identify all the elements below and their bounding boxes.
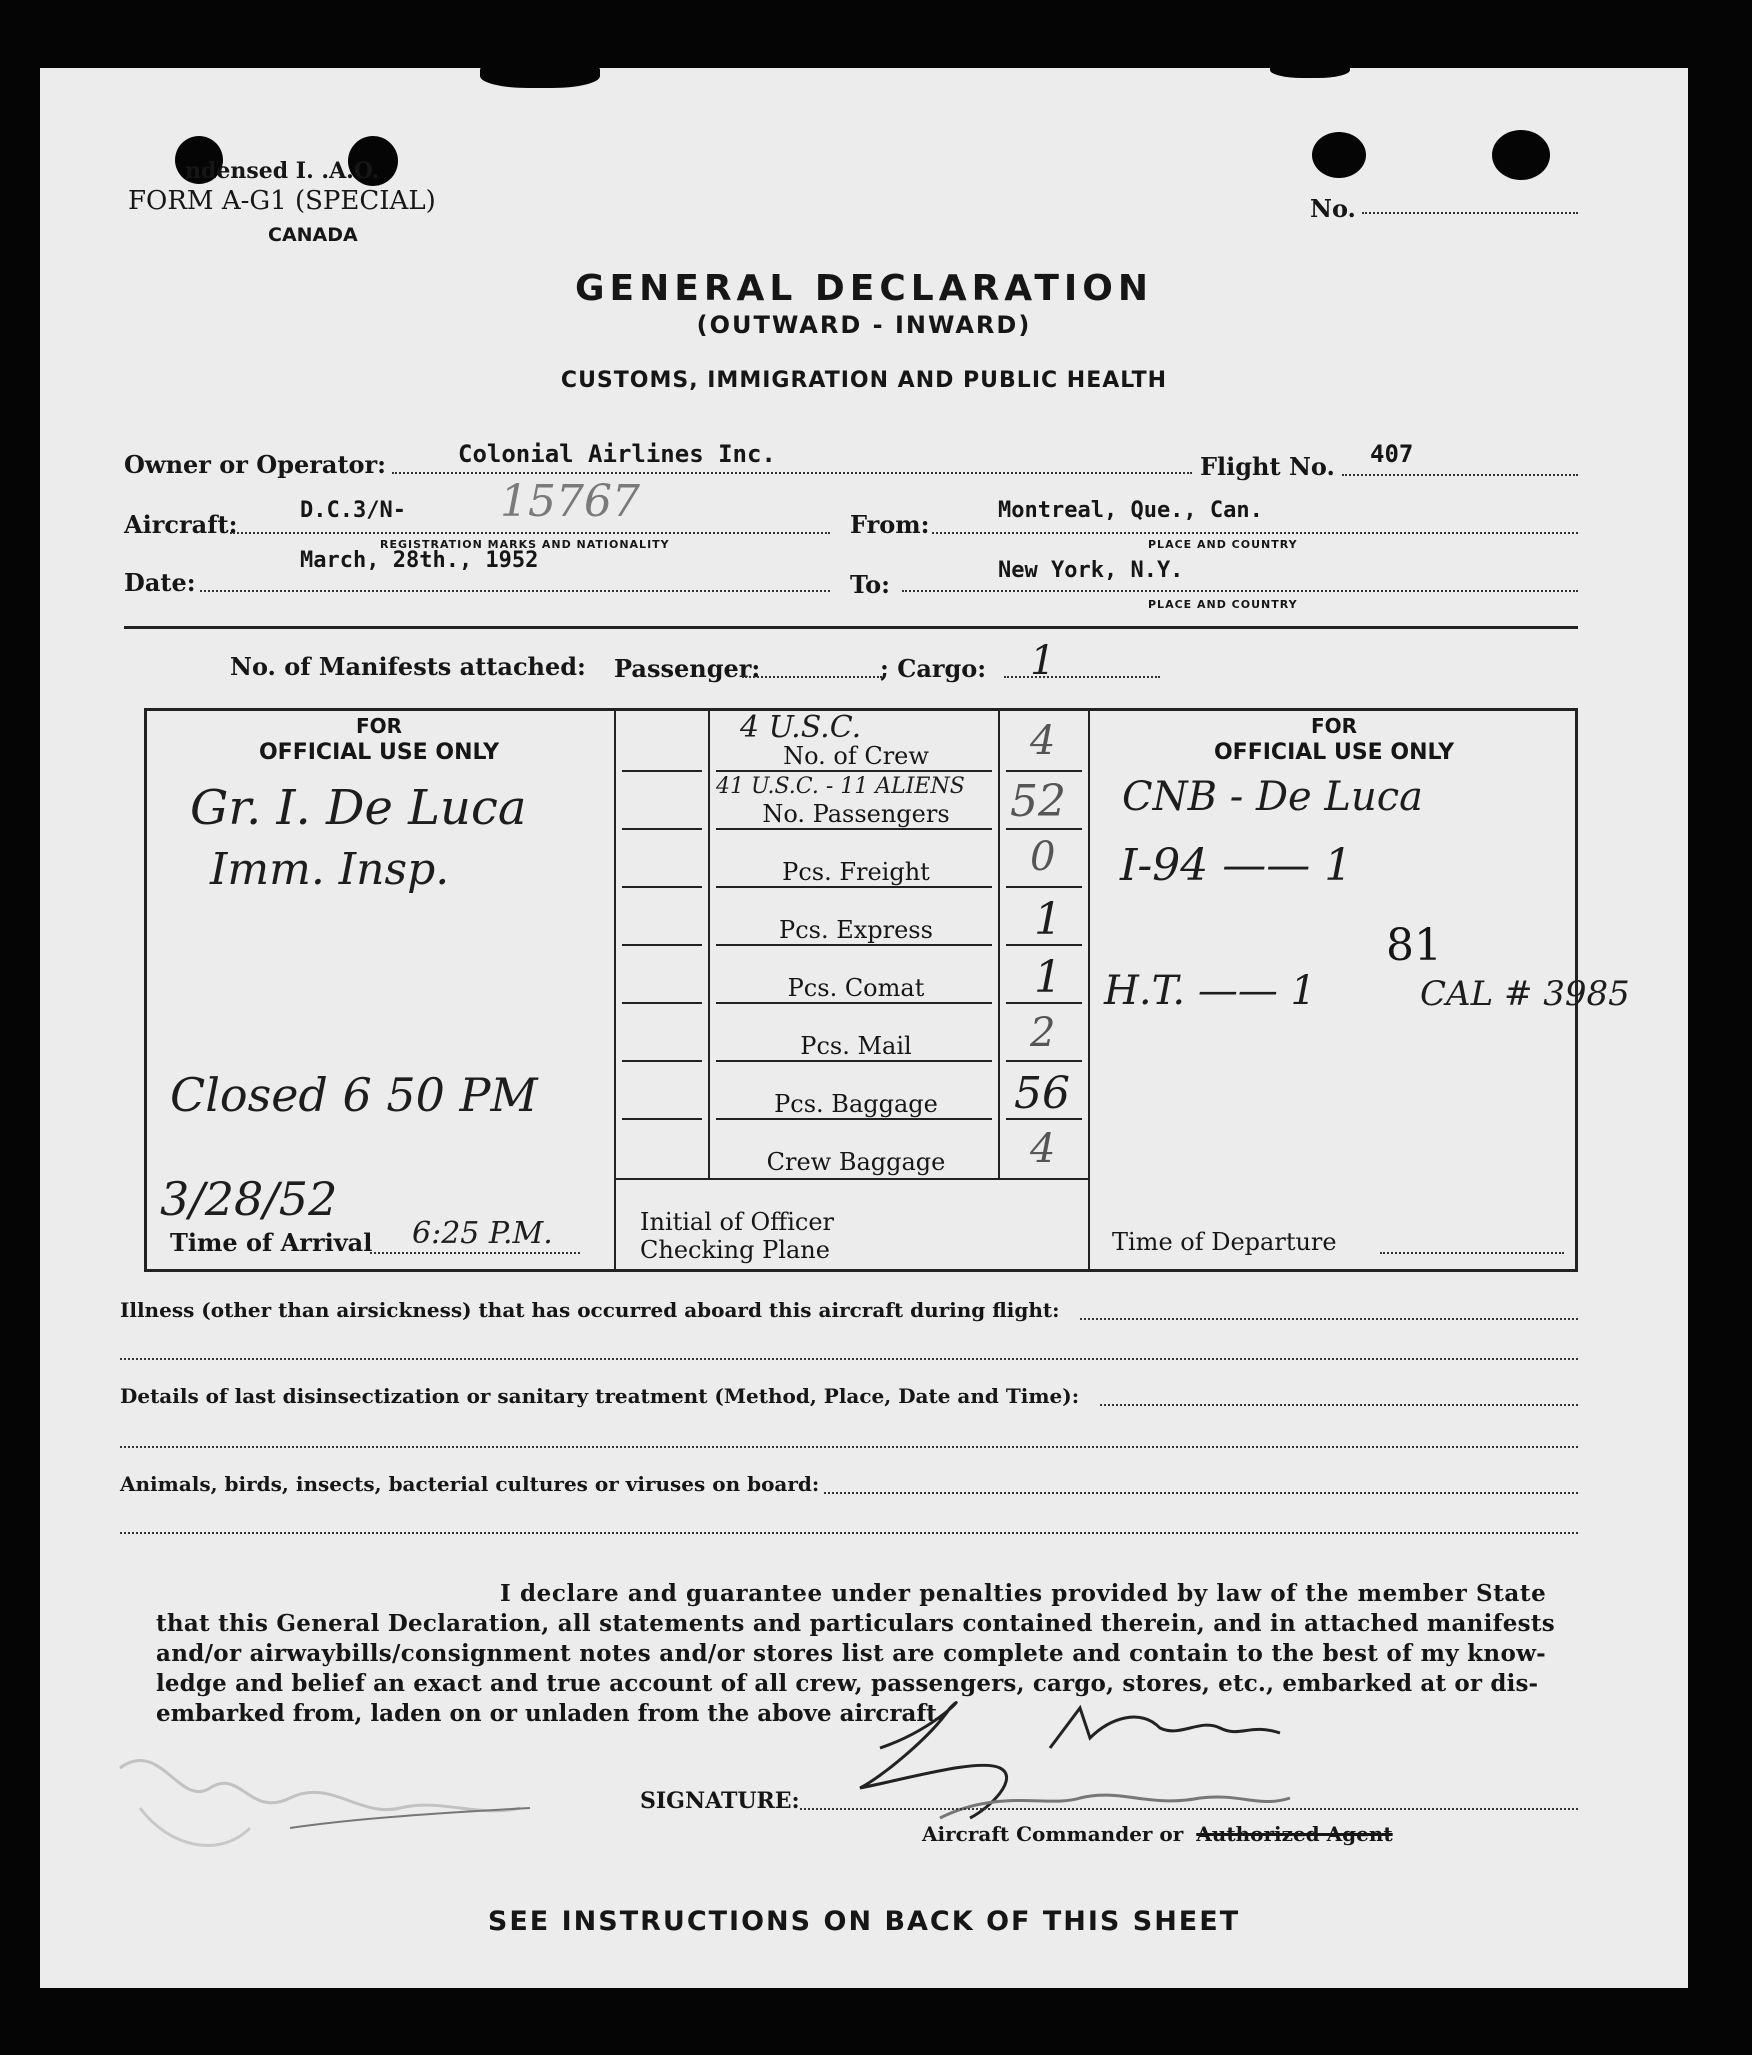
- row-line: [716, 1060, 992, 1062]
- animals-label: Animals, birds, insects, bacterial cultures or viruses on board:: [120, 1472, 820, 1496]
- torn-edge: [1270, 58, 1350, 78]
- aircraft-handwritten: 15767: [500, 476, 640, 527]
- aircraft-value: D.C.3/N-: [300, 498, 406, 523]
- crew-note: 4 U.S.C.: [740, 710, 862, 745]
- row-line: [622, 886, 702, 888]
- date-field[interactable]: [200, 590, 830, 592]
- form-name-line2: FORM A-G1 (SPECIAL): [128, 186, 436, 216]
- illness-label: Illness (other than airsickness) that has occurred aboard this aircraft during flight:: [120, 1298, 1060, 1322]
- cal-number: CAL # 3985: [1420, 974, 1630, 1014]
- from-value: Montreal, Que., Can.: [998, 498, 1263, 523]
- passenger-manifest-field[interactable]: [742, 676, 882, 678]
- time-arrival-label: Time of Arrival: [170, 1228, 373, 1257]
- box-divider: [708, 708, 710, 1178]
- disinsectization-field[interactable]: [1100, 1404, 1578, 1406]
- owner-field[interactable]: [392, 472, 1192, 474]
- illness-field-2[interactable]: [120, 1358, 1578, 1360]
- passenger-note: 41 U.S.C. - 11 ALIENS: [716, 774, 965, 799]
- closed-time: Closed 6 50 PM: [170, 1068, 538, 1122]
- value-mail: 2: [1030, 1010, 1056, 1056]
- left-official-signature: Gr. I. De Luca: [190, 780, 527, 836]
- row-line: [622, 944, 702, 946]
- row-label-comat: Pcs. Comat: [787, 974, 925, 1002]
- ht-count: H.T. —— 1: [1104, 968, 1316, 1014]
- cargo-manifest-value: 1: [1030, 638, 1056, 684]
- owner-value: Colonial Airlines Inc.: [458, 440, 776, 468]
- box-divider: [614, 1178, 1088, 1180]
- time-departure-field[interactable]: [1380, 1252, 1564, 1254]
- signature-caption: [922, 1822, 1393, 1846]
- row-line: [716, 944, 992, 946]
- row-line: [716, 770, 992, 772]
- row-label-mail: Pcs. Mail: [800, 1032, 912, 1060]
- from-field[interactable]: [932, 532, 1578, 534]
- declaration-line4: ledge and belief an exact and true account of all crew, passengers, cargo, stores, etc., embarked at or dis-: [156, 1670, 1539, 1697]
- page-title: GENERAL DECLARATION: [574, 268, 1154, 309]
- illness-field[interactable]: [1080, 1318, 1578, 1320]
- row-line: [1006, 828, 1082, 830]
- cargo-manifest-field[interactable]: [1004, 676, 1160, 678]
- declaration-line1: I declare and guarantee under penalties provided by law of the member State: [500, 1580, 1547, 1607]
- declaration-line5: embarked from, laden on or unladen from the above aircraft.: [156, 1700, 945, 1727]
- animals-field[interactable]: [824, 1492, 1578, 1494]
- form-sheet: [40, 68, 1688, 1988]
- time-departure-label: Time of Departure: [1112, 1228, 1337, 1256]
- row-line: [716, 828, 992, 830]
- row-label-freight: Pcs. Freight: [782, 858, 930, 886]
- from-label: From:: [850, 510, 930, 539]
- box-divider: [998, 708, 1000, 1178]
- signature-field[interactable]: [800, 1808, 1578, 1810]
- row-label-passengers: No. Passengers: [762, 800, 950, 828]
- row-label-baggage: Pcs. Baggage: [774, 1090, 938, 1118]
- box-divider: [1088, 708, 1090, 1272]
- owner-label: Owner or Operator:: [124, 450, 387, 479]
- flight-field[interactable]: [1342, 474, 1578, 476]
- right-official-signature: CNB - De Luca: [1122, 774, 1423, 820]
- form-name-line1: ndensed I. .A.O.: [185, 158, 380, 184]
- value-passengers: 52: [1010, 776, 1066, 827]
- row-line: [1006, 770, 1082, 772]
- declaration-line3: and/or airwaybills/consignment notes and/or stores list are complete and contain to the best of my know-: [156, 1640, 1547, 1667]
- value-crew-baggage: 4: [1030, 1126, 1056, 1172]
- faint-signature: [100, 1708, 660, 1878]
- no-label: No.: [1310, 194, 1356, 223]
- flight-label: Flight No.: [1200, 452, 1335, 481]
- to-field[interactable]: [902, 590, 1578, 592]
- row-line: [1006, 1060, 1082, 1062]
- arrival-date: 3/28/52: [160, 1172, 338, 1226]
- row-line: [622, 770, 702, 772]
- disinsectization-label: Details of last disinsectization or sanitary treatment (Method, Place, Date and Time):: [120, 1384, 1080, 1408]
- value-crew: 4: [1030, 718, 1056, 764]
- right-official-heading1: FOR: [1310, 714, 1358, 738]
- divider: [124, 626, 1578, 629]
- torn-edge: [480, 58, 600, 88]
- aircraft-field[interactable]: [230, 532, 830, 534]
- form-country: CANADA: [268, 224, 358, 246]
- value-comat: 1: [1034, 952, 1062, 1003]
- commander-signature: [820, 1668, 1380, 1848]
- department-title: CUSTOMS, IMMIGRATION AND PUBLIC HEALTH: [560, 368, 1168, 393]
- row-line: [622, 1060, 702, 1062]
- row-label-crew-baggage: Crew Baggage: [766, 1148, 946, 1176]
- cargo-manifest-label: ; Cargo:: [880, 654, 987, 683]
- row-line: [1006, 886, 1082, 888]
- i94-count: I-94 —— 1: [1120, 840, 1353, 891]
- row-line: [716, 1118, 992, 1120]
- aircraft-caption: REGISTRATION MARKS AND NATIONALITY: [380, 538, 670, 551]
- time-arrival-field[interactable]: [370, 1252, 580, 1254]
- manifests-label: No. of Manifests attached:: [230, 652, 586, 681]
- punch-hole: [1312, 132, 1366, 178]
- from-caption: PLACE AND COUNTRY: [1148, 538, 1298, 551]
- disinsectization-field-2[interactable]: [120, 1446, 1578, 1448]
- passenger-manifest-label: Passenger:: [614, 654, 761, 683]
- row-line: [716, 886, 992, 888]
- checking-plane-label: Checking Plane: [640, 1236, 830, 1264]
- time-arrival-value: 6:25 P.M.: [412, 1216, 553, 1251]
- row-line: [622, 1118, 702, 1120]
- row-label-crew: No. of Crew: [783, 742, 929, 770]
- page-subtitle: (OUTWARD - INWARD): [696, 311, 1032, 339]
- to-label: To:: [850, 570, 890, 599]
- to-caption: PLACE AND COUNTRY: [1148, 598, 1298, 611]
- date-label: Date:: [124, 568, 196, 597]
- declaration-line2: that this General Declaration, all statements and particulars contained therein, and in attached manifests: [156, 1610, 1555, 1637]
- row-line: [622, 1002, 702, 1004]
- value-baggage: 56: [1014, 1068, 1070, 1119]
- row-line: [622, 828, 702, 830]
- initial-officer-label: Initial of Officer: [640, 1208, 835, 1236]
- row-line: [716, 1002, 992, 1004]
- signature-caption-struck: Authorized Agent: [1196, 1822, 1393, 1846]
- to-value: New York, N.Y.: [998, 558, 1184, 583]
- punch-hole: [1492, 130, 1550, 180]
- no-field[interactable]: [1362, 212, 1578, 214]
- left-official-heading2: OFFICIAL USE ONLY: [258, 740, 499, 765]
- box-divider: [614, 708, 616, 1272]
- left-official-heading1: FOR: [355, 714, 403, 738]
- flight-value: 407: [1370, 440, 1414, 468]
- right-official-heading2: OFFICIAL USE ONLY: [1213, 740, 1454, 765]
- aircraft-label: Aircraft:: [124, 510, 238, 539]
- signature-caption-text: Aircraft Commander or: [922, 1822, 1184, 1846]
- row-label-express: Pcs. Express: [779, 916, 933, 944]
- date-value: March, 28th., 1952: [300, 548, 539, 573]
- left-official-title: Imm. Insp.: [210, 844, 450, 895]
- value-freight: 0: [1030, 834, 1056, 880]
- stamped-number: 81: [1386, 920, 1442, 971]
- footer-instructions: SEE INSTRUCTIONS ON BACK OF THIS SHEET: [487, 1906, 1241, 1937]
- animals-field-2[interactable]: [120, 1532, 1578, 1534]
- value-express: 1: [1034, 894, 1062, 945]
- signature-label: SIGNATURE:: [640, 1788, 800, 1814]
